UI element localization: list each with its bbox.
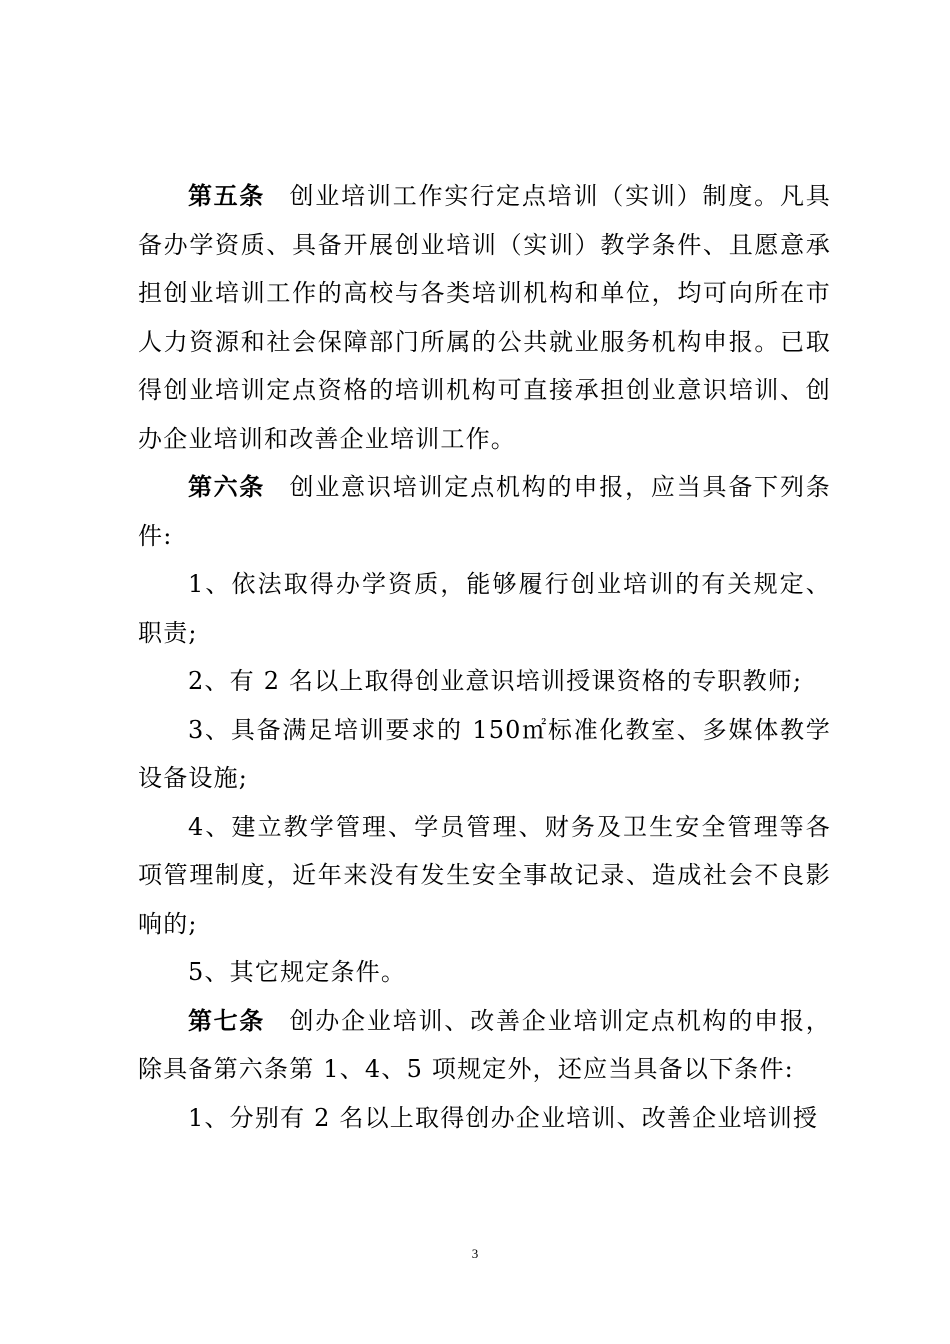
paragraph-text: 创业意识培训定点机构的申报，应当具备下列条件:	[138, 473, 832, 550]
list-item: 5、其它规定条件。	[188, 958, 407, 986]
paragraph-text: 创办企业培训、改善企业培训定点机构的申报，除具备第六条第 1、4、5 项规定外，还应当具备以下条件:	[138, 1006, 832, 1083]
list-item: 3、具备满足培训要求的 150㎡标准化教室、多媒体教学设备设施;	[138, 715, 831, 792]
article-heading: 第七条	[188, 1005, 265, 1035]
article-6-paragraph	[138, 463, 831, 560]
article-heading: 第六条	[188, 472, 265, 501]
list-item: 2、有 2 名以上取得创业意识培训授课资格的专职教师;	[188, 667, 803, 695]
list-item: 4、建立教学管理、学员管理、财务及卫生安全管理等各项管理制度，近年来没有发生安全事故记录、造成社会不良影响的;	[138, 812, 831, 938]
page-number: 3	[471, 1246, 479, 1261]
paragraph-text: 创业培训工作实行定点培训（实训）制度。凡具备办学资质、具备开展创业培训（实训）教学条件、且愿意承担创业培训工作的高校与各类培训机构和单位，均可向所在市人力资源和社会保障部门所属的公共就业服务机构申报。已取得创业培训定点资格的培训机构可直接承担创业意识培训、创办企业培训和改善企业培训工作。	[138, 182, 832, 453]
article-7-paragraph	[138, 997, 831, 1094]
document-body	[138, 172, 831, 1142]
article-5-paragraph	[138, 172, 831, 463]
list-item: 1、依法取得办学资质，能够履行创业培训的有关规定、职责;	[138, 570, 831, 647]
list-item: 1、分别有 2 名以上取得创办企业培训、改善企业培训授	[188, 1103, 819, 1132]
article-heading: 第五条	[188, 181, 265, 210]
